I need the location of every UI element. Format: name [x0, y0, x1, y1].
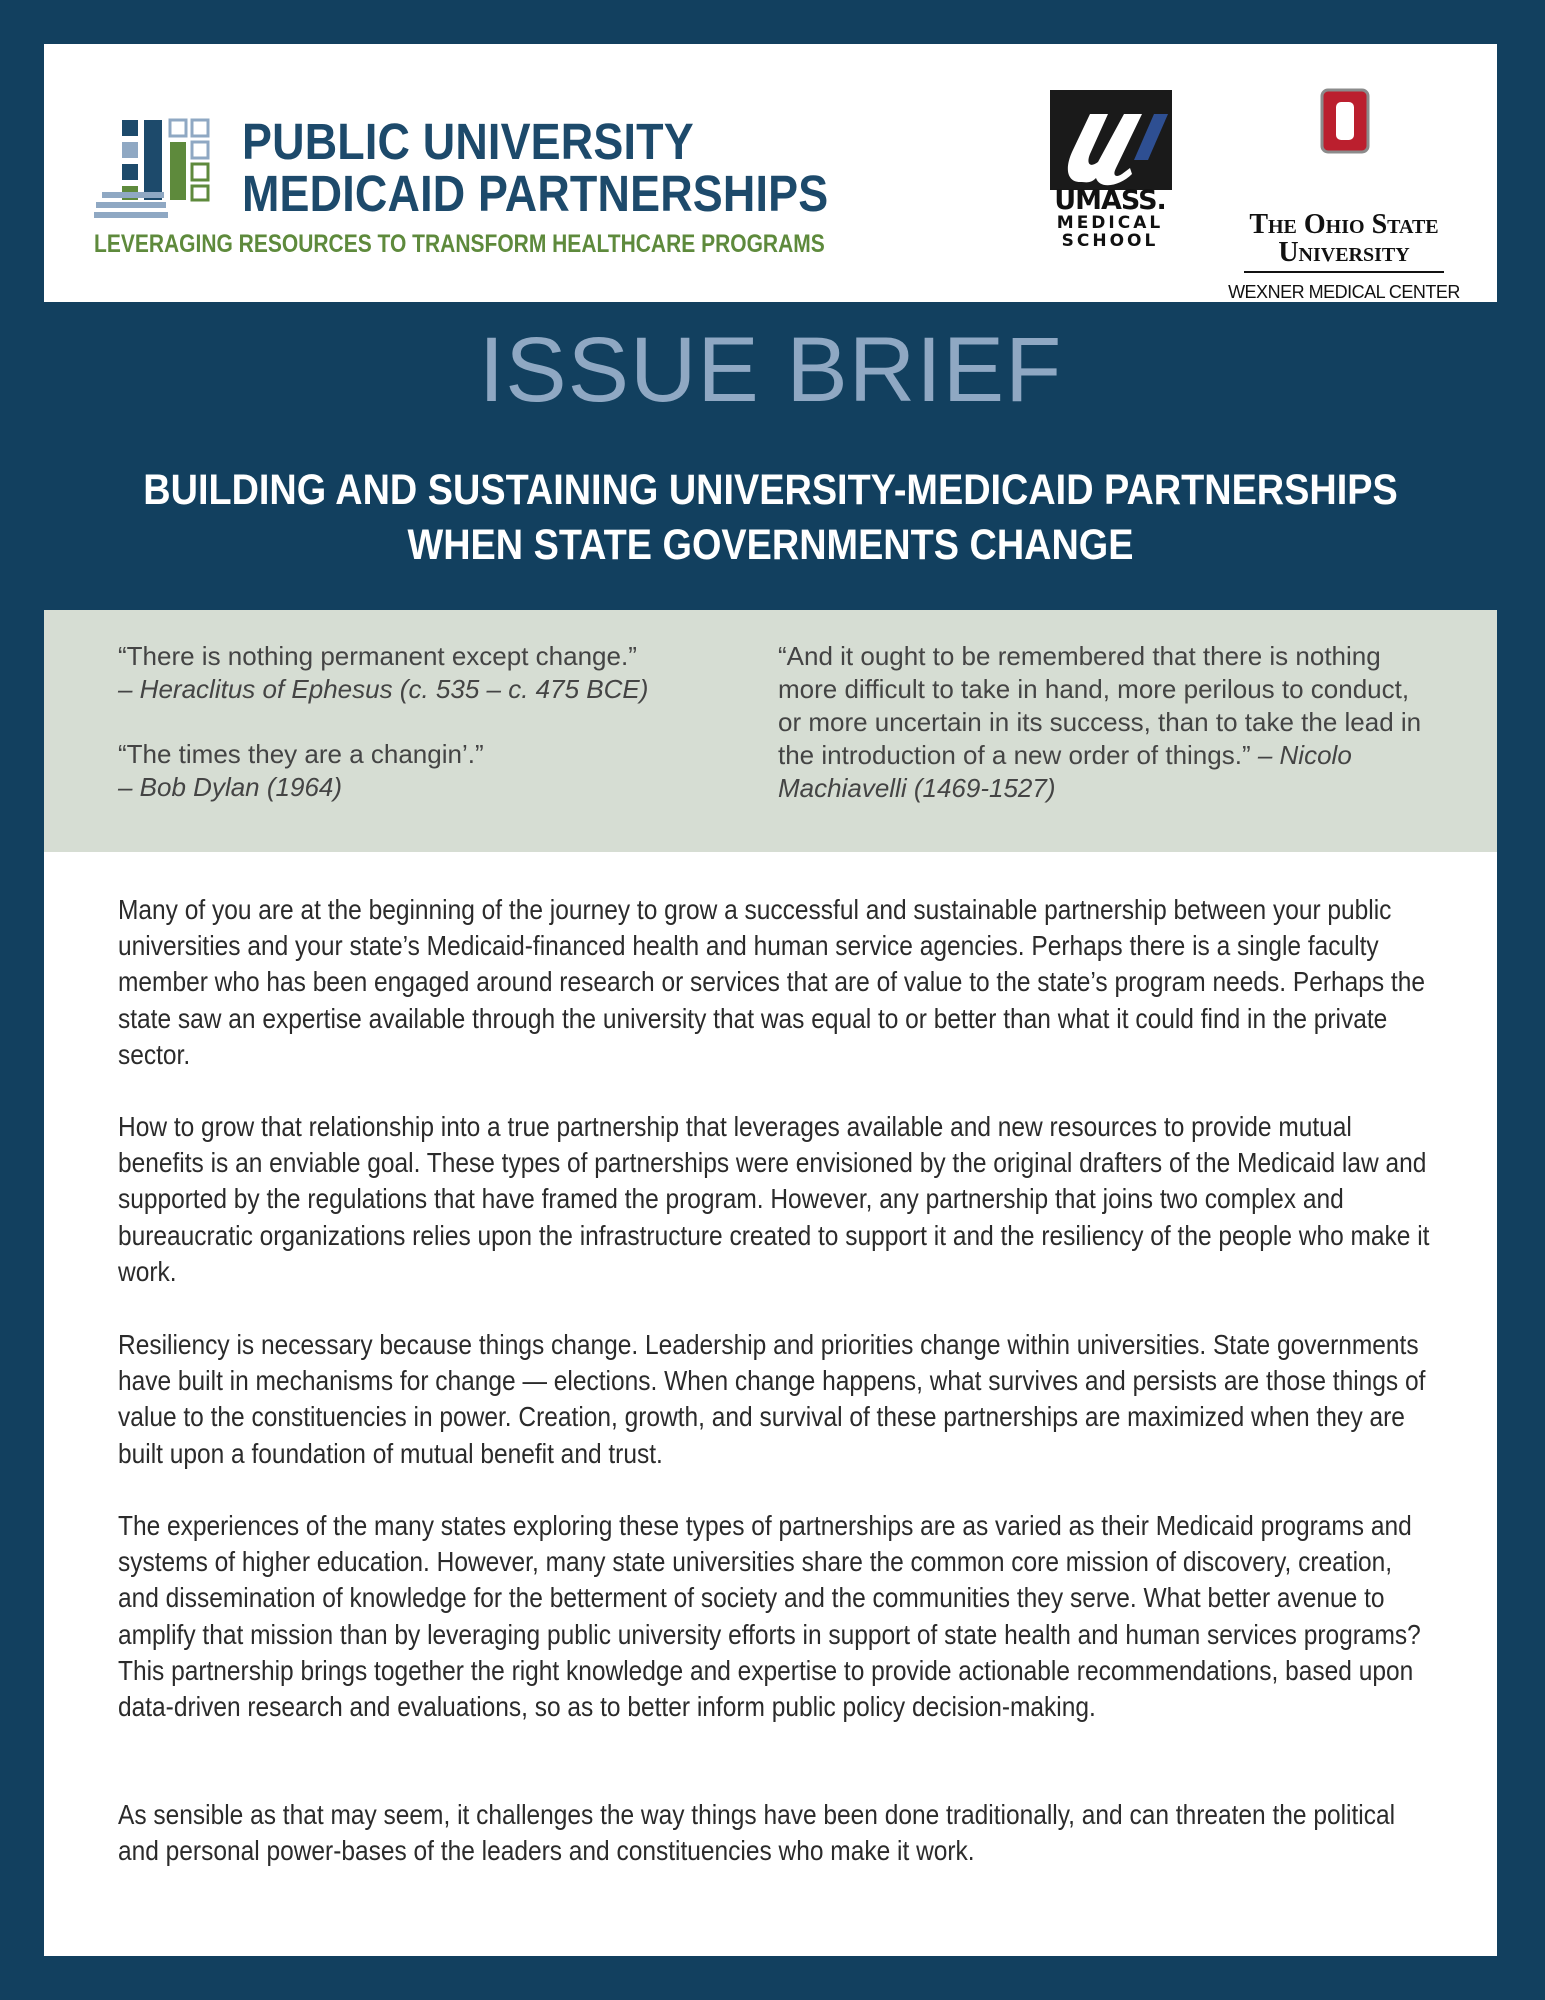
- osu-name-line1: The Ohio State: [1249, 209, 1439, 240]
- body-paragraph: How to grow that relationship into a true partnership that leverages available and new resources to provide mutual benefits is an enviable goal. These types of partnerships were envisioned by the original drafters of the Medicaid law and supported by the regulations that have framed the program. However, any partnership that joins two complex and bureaucratic organizations relies upon the infrastructure created to support it and the resiliency of the people who make it work.: [118, 1111, 1430, 1287]
- quote-text: “There is nothing permanent except change.”: [118, 641, 637, 671]
- subtitle-line2: WHEN STATE GOVERNMENTS CHANGE: [407, 521, 1134, 569]
- header-band: [44, 44, 1497, 302]
- umass-name: UMASS.: [1054, 185, 1166, 216]
- document-subtitle: [131, 463, 1410, 573]
- umass-sub-medical: MEDICAL: [1056, 213, 1164, 233]
- quote-dylan: [118, 738, 758, 804]
- pump-title: [242, 113, 829, 222]
- umass-wordmark: [1042, 185, 1178, 251]
- quote-text: “The times they are a changin’.”: [118, 739, 484, 769]
- quote-machiavelli: [778, 640, 1438, 805]
- osu-name: [1214, 211, 1474, 267]
- quote-attribution: – Nicolo Machiavelli (1469-1527): [778, 740, 1352, 803]
- quote-text: “And it ought to be remembered that there is nothing more difficult to take in hand, more perilous to conduct, or more uncertain in its success, than to take the lead in the introduction of a new order of things.”: [778, 641, 1422, 770]
- pump-title-line2: MEDICAID PARTNERSHIPS: [242, 165, 829, 222]
- body-content: [44, 852, 1497, 1956]
- umass-logo: [1042, 90, 1182, 260]
- body-paragraph: Many of you are at the beginning of the journey to grow a successful and sustainable partnership between your public universities and your state’s Medicaid-financed health and human service agencies. Perhaps there is a single faculty member who has been engaged around research or services that are of value to the state’s program needs. Perhaps the state saw an expertise available through the university that was equal to or better than what it could find in the private sector.: [118, 894, 1426, 1070]
- umass-sub-school: SCHOOL: [1061, 231, 1159, 251]
- pump-tagline: LEVERAGING RESOURCES TO TRANSFORM HEALTHCARE PROGRAMS: [94, 230, 825, 258]
- body-paragraph: As sensible as that may seem, it challenges the way things have been done traditionally, and can threaten the political and personal power-bases of the leaders and constituencies who make it work.: [118, 1799, 1396, 1867]
- pump-title-line1: PUBLIC UNIVERSITY: [242, 113, 694, 170]
- body-paragraph: The experiences of the many states exploring these types of partnerships are as varied as their Medicaid programs and systems of higher education. However, many state universities share the common core mission of discovery, creation, and dissemination of knowledge for the betterment of society and the communities they serve. What better avenue to amplify that mission than by leveraging public university efforts in support of state health and human services programs? This partnership brings together the right knowledge and expertise to provide actionable recommendations, based upon data-driven research and evaluations, so as to better inform public policy decision-making.: [118, 1510, 1421, 1723]
- osu-logo: [1214, 88, 1474, 302]
- umass-u-icon: [1050, 90, 1172, 190]
- osu-block-o-icon: [1320, 88, 1370, 154]
- osu-divider: [1244, 271, 1444, 273]
- subtitle-line1: BUILDING AND SUSTAINING UNIVERSITY-MEDICAID PARTNERSHIPS: [143, 466, 1398, 514]
- quote-heraclitus: [118, 640, 758, 706]
- quote-attribution: – Heraclitus of Ephesus (c. 535 – c. 475 BCE): [118, 674, 649, 704]
- osu-sub: WEXNER MEDICAL CENTER: [1228, 282, 1460, 302]
- pump-squares-icon: [94, 112, 234, 224]
- osu-name-line2: University: [1278, 237, 1410, 268]
- body-paragraph: Resiliency is necessary because things change. Leadership and priorities change within universities. State governments have built in mechanisms for change — elections. When change happens, what survives and persists are those things of value to the constituencies in power. Creation, growth, and survival of these partnerships are maximized when they are built upon a foundation of mutual benefit and trust.: [118, 1329, 1426, 1469]
- issue-brief-heading: ISSUE BRIEF: [478, 319, 1063, 421]
- quotes-band: [44, 610, 1497, 852]
- quote-attribution: – Bob Dylan (1964): [118, 772, 343, 802]
